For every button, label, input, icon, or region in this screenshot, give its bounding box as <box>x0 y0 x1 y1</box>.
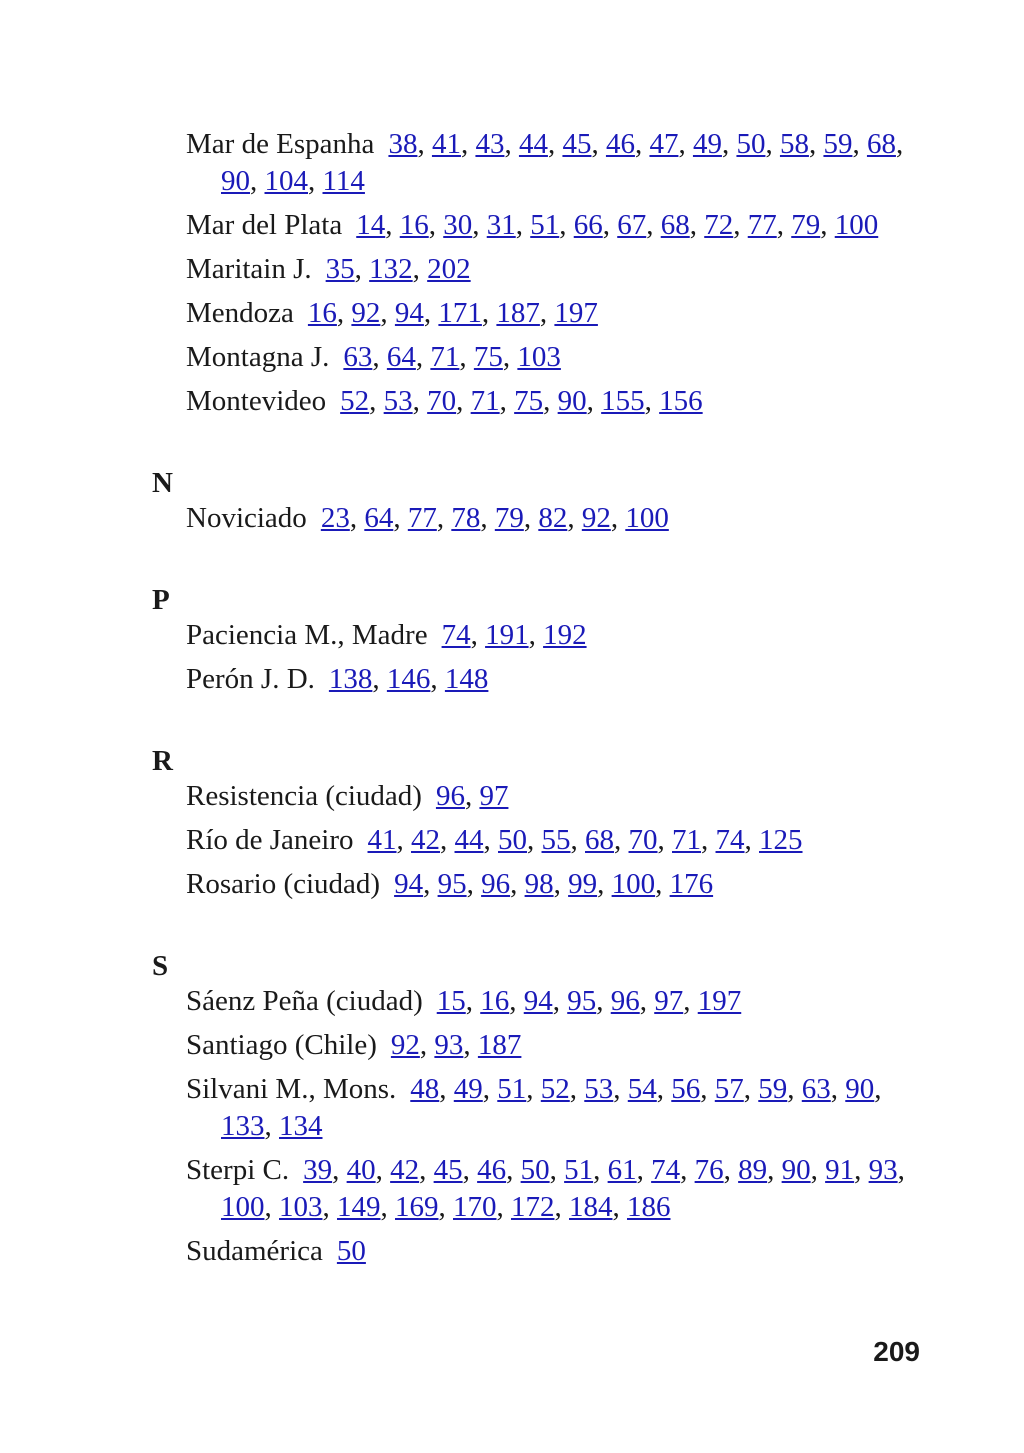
page-link[interactable]: 133 <box>221 1110 265 1142</box>
page-link[interactable]: 55 <box>541 824 571 856</box>
index-entry: Sterpi C. 39, 40, 42, 45, 46, 50, 51, 61, 74, 76, 89, 90, 91, 93, 100, 103, 149, 169, 170, 172, 184, 186 <box>186 1154 905 1223</box>
page-link[interactable]: 57 <box>714 1073 744 1105</box>
page-link[interactable]: 53 <box>383 385 413 417</box>
index-list <box>152 126 922 1277</box>
page-link[interactable]: 172 <box>511 1191 555 1223</box>
index-term: Silvani M., Mons. <box>186 1073 397 1105</box>
index-section <box>152 949 922 1270</box>
page-link[interactable]: 202 <box>427 253 471 285</box>
index-term: Montagna J. <box>186 341 330 373</box>
page-link[interactable]: 148 <box>444 663 489 695</box>
page-link[interactable]: 104 <box>264 165 308 197</box>
page-link[interactable]: 40 <box>346 1154 376 1186</box>
page-link[interactable]: 134 <box>279 1110 323 1142</box>
page-link[interactable]: 71 <box>672 824 702 856</box>
page-link[interactable]: 89 <box>738 1154 768 1186</box>
page-link[interactable]: 59 <box>758 1073 788 1105</box>
index-term: Paciencia M., Madre <box>186 619 428 651</box>
page-link[interactable]: 187 <box>496 297 540 329</box>
page-link[interactable]: 75 <box>473 341 503 373</box>
page-link[interactable]: 100 <box>625 502 669 534</box>
page-link[interactable]: 64 <box>386 341 416 373</box>
page-link[interactable]: 15 <box>436 985 466 1017</box>
page-link[interactable]: 70 <box>427 385 457 417</box>
page-link[interactable]: 46 <box>605 128 635 160</box>
page-link[interactable]: 54 <box>627 1073 657 1105</box>
page-link[interactable]: 47 <box>649 128 679 160</box>
page-link[interactable]: 94 <box>394 297 424 329</box>
index-term: Mendoza <box>186 297 294 329</box>
page-link[interactable]: 95 <box>567 985 597 1017</box>
page-link[interactable]: 74 <box>651 1154 681 1186</box>
page-link[interactable]: 77 <box>407 502 437 534</box>
page-link[interactable]: 16 <box>307 297 337 329</box>
page-link[interactable]: 96 <box>481 868 511 900</box>
index-term: Mar del Plata <box>186 209 343 241</box>
page-link[interactable]: 76 <box>694 1154 724 1186</box>
page-link[interactable]: 39 <box>303 1154 333 1186</box>
index-entry: Maritain J. 35, 132, 202 <box>186 253 471 285</box>
index-section <box>152 126 922 420</box>
page-link[interactable]: 91 <box>825 1154 855 1186</box>
page-link[interactable]: 100 <box>834 209 879 241</box>
page-link[interactable]: 170 <box>453 1191 497 1223</box>
page-link[interactable]: 68 <box>585 824 615 856</box>
page-link[interactable]: 184 <box>569 1191 613 1223</box>
page-link[interactable]: 51 <box>530 209 560 241</box>
page-link[interactable]: 16 <box>399 209 429 241</box>
page-link[interactable]: 95 <box>437 868 467 900</box>
page-link[interactable]: 169 <box>395 1191 439 1223</box>
index-term: Maritain J. <box>186 253 312 285</box>
page-link[interactable]: 14 <box>356 209 386 241</box>
page-link[interactable]: 44 <box>454 824 484 856</box>
section-letter: R <box>152 745 173 777</box>
page-link[interactable]: 50 <box>498 824 528 856</box>
index-entry: Paciencia M., Madre 74, 191, 192 <box>186 619 587 651</box>
section-letter: P <box>152 584 170 616</box>
page-link[interactable]: 103 <box>279 1191 323 1223</box>
page-link[interactable]: 72 <box>704 209 734 241</box>
index-entry: Rosario (ciudad) 94, 95, 96, 98, 99, 100, 176 <box>186 868 714 900</box>
page-link[interactable]: 70 <box>628 824 658 856</box>
page-link[interactable]: 68 <box>660 209 690 241</box>
page-link[interactable]: 98 <box>524 868 554 900</box>
index-entry: Montevideo 52, 53, 70, 71, 75, 90, 155, 156 <box>186 385 703 417</box>
index-term: Santiago (Chile) <box>186 1029 377 1061</box>
page-link[interactable]: 90 <box>557 385 587 417</box>
page-link[interactable]: 30 <box>443 209 473 241</box>
page-link[interactable]: 52 <box>540 1073 570 1105</box>
page-link[interactable]: 97 <box>654 985 684 1017</box>
page-link[interactable]: 197 <box>554 297 598 329</box>
page-link[interactable]: 103 <box>517 341 561 373</box>
page-link[interactable]: 51 <box>564 1154 594 1186</box>
page-link[interactable]: 51 <box>497 1073 527 1105</box>
page-link[interactable]: 100 <box>221 1191 265 1223</box>
page-link[interactable]: 56 <box>671 1073 701 1105</box>
page-link[interactable]: 46 <box>477 1154 507 1186</box>
page-link[interactable]: 53 <box>584 1073 614 1105</box>
page-link[interactable]: 67 <box>617 209 647 241</box>
page-link[interactable]: 58 <box>779 128 809 160</box>
index-entry: Montagna J. 63, 64, 71, 75, 103 <box>186 341 561 373</box>
page-link[interactable]: 43 <box>475 128 505 160</box>
page-link[interactable]: 45 <box>562 128 592 160</box>
page-link[interactable]: 176 <box>669 868 714 900</box>
page-link[interactable]: 66 <box>573 209 603 241</box>
page-link[interactable]: 138 <box>328 663 373 695</box>
page-link[interactable]: 94 <box>523 985 553 1017</box>
page-link[interactable]: 187 <box>477 1029 522 1061</box>
page-link[interactable]: 114 <box>322 165 365 197</box>
index-section <box>152 744 922 903</box>
page-link[interactable]: 48 <box>410 1073 440 1105</box>
page-link[interactable]: 74 <box>715 824 745 856</box>
index-entry: Sáenz Peña (ciudad) 15, 16, 94, 95, 96, 97, 197 <box>186 985 742 1017</box>
page-link[interactable]: 77 <box>747 209 777 241</box>
page-number: 209 <box>873 1336 920 1367</box>
page-link[interactable]: 78 <box>451 502 481 534</box>
page-link[interactable]: 59 <box>823 128 853 160</box>
page-link[interactable]: 93 <box>868 1154 898 1186</box>
page-link[interactable]: 23 <box>320 502 350 534</box>
index-term: Río de Janeiro <box>186 824 354 856</box>
page-link[interactable]: 94 <box>394 868 424 900</box>
page-link[interactable]: 97 <box>479 780 509 812</box>
page-link[interactable]: 41 <box>431 128 461 160</box>
page-link[interactable]: 49 <box>692 128 722 160</box>
page-link[interactable]: 191 <box>485 619 529 651</box>
page-link[interactable]: 99 <box>568 868 598 900</box>
page-link[interactable]: 63 <box>801 1073 831 1105</box>
page-link[interactable]: 50 <box>736 128 766 160</box>
page-link[interactable]: 186 <box>627 1191 671 1223</box>
page-link[interactable]: 50 <box>520 1154 550 1186</box>
page-link[interactable]: 90 <box>845 1073 875 1105</box>
page-link[interactable]: 38 <box>388 128 418 160</box>
page-link[interactable]: 79 <box>791 209 821 241</box>
page-link[interactable]: 45 <box>433 1154 463 1186</box>
page-link[interactable]: 68 <box>866 128 896 160</box>
index-term: Sudamérica <box>186 1235 323 1267</box>
page-link[interactable]: 125 <box>759 824 803 856</box>
page-link[interactable]: 155 <box>601 385 645 417</box>
page-link[interactable]: 71 <box>430 341 460 373</box>
index-term: Perón J. D. <box>186 663 315 695</box>
page-link[interactable]: 44 <box>518 128 548 160</box>
page-link[interactable]: 92 <box>351 297 381 329</box>
page-link[interactable]: 100 <box>611 868 656 900</box>
page-link[interactable]: 156 <box>659 385 703 417</box>
index-entry: Resistencia (ciudad) 96, 97 <box>186 780 509 812</box>
index-entry: Silvani M., Mons. 48, 49, 51, 52, 53, 54, 56, 57, 59, 63, 90, 133, 134 <box>186 1073 882 1142</box>
page-link[interactable]: 96 <box>435 780 465 812</box>
index-entry: Mar del Plata 14, 16, 30, 31, 51, 66, 67, 68, 72, 77, 79, 100 <box>186 209 879 241</box>
index-entry <box>152 1233 922 1270</box>
page-link[interactable]: 42 <box>390 1154 420 1186</box>
page-link[interactable]: 75 <box>514 385 544 417</box>
page-link[interactable]: 31 <box>486 209 516 241</box>
index-term: Montevideo <box>186 385 327 417</box>
index-term: Noviciado <box>186 502 307 534</box>
page-link[interactable]: 132 <box>369 253 413 285</box>
index-section <box>152 583 922 698</box>
index-entry: Santiago (Chile) 92, 93, 187 <box>186 1029 522 1061</box>
index-term: Mar de Espanha <box>186 128 375 160</box>
page-link[interactable]: 82 <box>538 502 568 534</box>
page-link[interactable]: 50 <box>336 1235 366 1267</box>
page-link[interactable]: 74 <box>441 619 471 651</box>
index-term: Rosario (ciudad) <box>186 868 381 900</box>
index-entry: Río de Janeiro 41, 42, 44, 50, 55, 68, 70, 71, 74, 125 <box>186 824 803 856</box>
section-letter: N <box>152 467 173 499</box>
page-link[interactable]: 146 <box>386 663 431 695</box>
page-link[interactable]: 61 <box>607 1154 637 1186</box>
page-link[interactable]: 171 <box>438 297 482 329</box>
page-link[interactable]: 93 <box>434 1029 464 1061</box>
index-term: Resistencia (ciudad) <box>186 780 422 812</box>
page-link[interactable]: 63 <box>343 341 373 373</box>
page-link[interactable]: 16 <box>480 985 510 1017</box>
page-link[interactable]: 92 <box>581 502 611 534</box>
page-link[interactable]: 90 <box>221 165 250 197</box>
index-entry: Perón J. D. 138, 146, 148 <box>186 663 489 695</box>
page-link[interactable]: 90 <box>781 1154 811 1186</box>
page-link[interactable]: 52 <box>340 385 370 417</box>
index-term: Sáenz Peña (ciudad) <box>186 985 423 1017</box>
page-link[interactable]: 79 <box>494 502 524 534</box>
section-letter: S <box>152 950 169 982</box>
page-link[interactable]: 71 <box>470 385 500 417</box>
page-link[interactable]: 92 <box>390 1029 420 1061</box>
page-link[interactable]: 64 <box>364 502 394 534</box>
index-term: Sterpi C. <box>186 1154 290 1186</box>
index-entry: Mendoza 16, 92, 94, 171, 187, 197 <box>186 297 598 329</box>
page-link[interactable]: 96 <box>610 985 640 1017</box>
index-entry: Noviciado 23, 64, 77, 78, 79, 82, 92, 100 <box>186 502 669 534</box>
index-entry: Mar de Espanha 38, 41, 43, 44, 45, 46, 47, 49, 50, 58, 59, 68, 90, 104, 114 <box>186 128 904 197</box>
page-link[interactable]: 192 <box>543 619 587 651</box>
page-link[interactable]: 49 <box>453 1073 483 1105</box>
page-link[interactable]: 149 <box>337 1191 381 1223</box>
page-link[interactable]: 35 <box>325 253 355 285</box>
page-link[interactable]: 41 <box>367 824 397 856</box>
page-link[interactable]: 197 <box>697 985 742 1017</box>
page-link[interactable]: 42 <box>411 824 441 856</box>
index-section <box>152 466 922 537</box>
